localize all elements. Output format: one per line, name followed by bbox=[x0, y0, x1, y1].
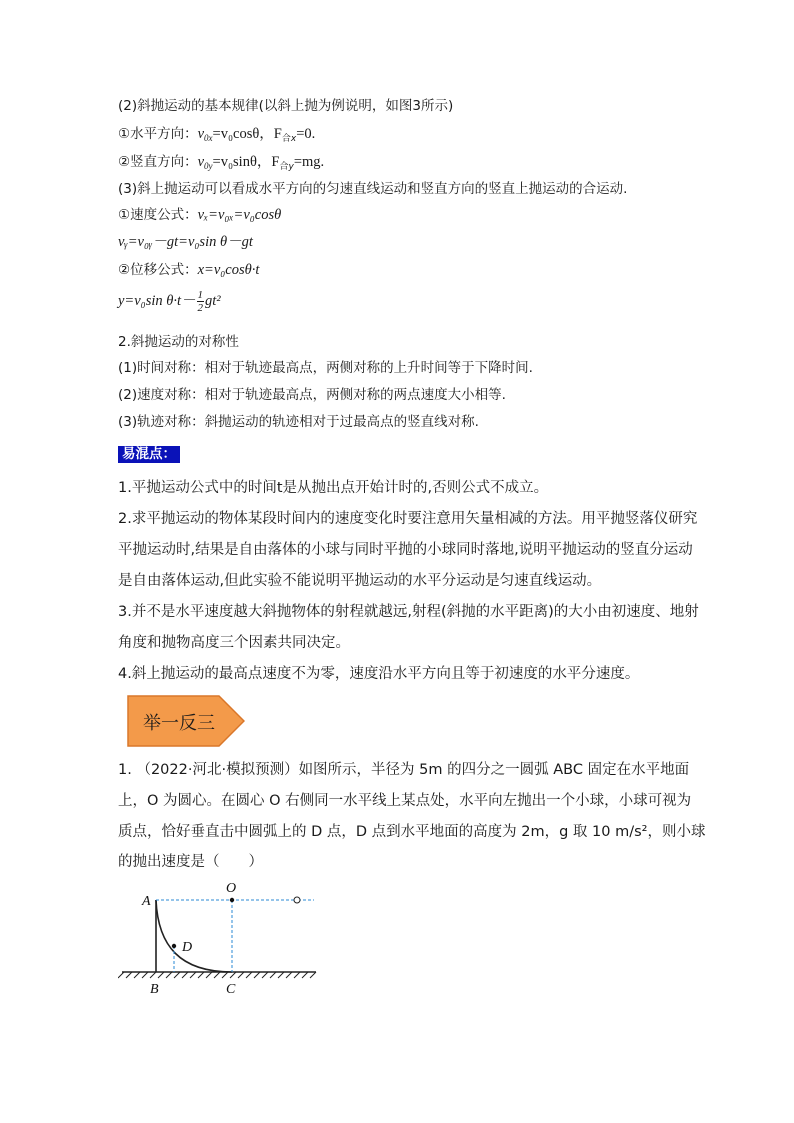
section-2-header: (2)斜抛运动的基本规律(以斜上抛为例说明，如图3所示) bbox=[118, 98, 454, 114]
horizontal-eq: =0. bbox=[296, 126, 316, 142]
y-formula-right: gt² bbox=[205, 292, 221, 309]
vertical-formula: =v₀sinθ，F bbox=[212, 154, 280, 170]
v0y-symbol: $v_{0y}$ bbox=[197, 154, 213, 171]
he-subscript: 合 bbox=[281, 134, 291, 144]
point-o bbox=[230, 898, 234, 902]
point-2-line-1: 2.求平抛运动的物体某段时间内的速度变化时要注意用矢量相减的方法。用平抛竖落仪研究 bbox=[118, 511, 698, 527]
velocity-prefix: ①速度公式： bbox=[118, 207, 198, 223]
displacement-prefix: ②位移公式： bbox=[118, 262, 198, 278]
displacement-expr: x=v₀cosθ·t bbox=[197, 262, 260, 278]
point-3-line-2: 角度和抛物高度三个因素共同决定。 bbox=[118, 635, 350, 651]
point-3-line-1: 3.并不是水平速度越大斜抛物体的射程就越远,射程(斜抛的水平距离)的大小由初速度、地射 bbox=[118, 604, 699, 620]
point-1: 1.平抛运动公式中的时间t是从抛出点开始计时的,否则公式不成立。 bbox=[118, 480, 549, 496]
vertical-law bbox=[118, 153, 324, 176]
label-b: B bbox=[150, 982, 159, 997]
ball bbox=[294, 897, 300, 903]
vertical-eq: =mg. bbox=[293, 154, 325, 170]
question-line-4: 的抛出速度是（ ） bbox=[118, 854, 263, 870]
point-d bbox=[172, 944, 176, 948]
quarter-arc-figure bbox=[118, 878, 328, 1000]
label-d: D bbox=[182, 940, 193, 955]
section-3-header: (3)斜上抛运动可以看成水平方向的匀速直线运动和竖直方向的竖直上抛运动的合运动. bbox=[118, 181, 628, 197]
horizontal-law bbox=[118, 125, 315, 148]
point-2-line-3: 是自由落体运动,但此实验不能说明平抛运动的水平分运动是匀速直线运动。 bbox=[118, 573, 602, 589]
vy-formula: vᵧ=v₀ᵧ－gt=v₀sin θ－gt bbox=[118, 234, 253, 250]
arc-abc bbox=[156, 900, 232, 972]
symmetry-header: 2.斜抛运动的对称性 bbox=[118, 334, 239, 350]
label-o: O bbox=[226, 881, 237, 896]
one-half-fraction bbox=[197, 289, 205, 314]
velocity-formula bbox=[118, 206, 281, 224]
y-subscript: y bbox=[288, 162, 294, 172]
displacement-formula bbox=[118, 261, 259, 279]
horizontal-prefix: ①水平方向： bbox=[118, 126, 198, 142]
banner-title: 举一反三 bbox=[143, 713, 215, 734]
confusion-points-tag: 易混点： bbox=[118, 446, 180, 463]
question-line-3: 质点，恰好垂直击中圆弧上的 D 点，D 点到水平地面的高度为 2m，g 取 10 m/s²，则小球 bbox=[118, 824, 706, 840]
symmetry-time: (1)时间对称：相对于轨迹最高点，两侧对称的上升时间等于下降时间. bbox=[118, 360, 533, 376]
symmetry-speed: (2)速度对称：相对于轨迹最高点，两侧对称的两点速度大小相等. bbox=[118, 387, 506, 403]
vertical-prefix: ②竖直方向： bbox=[118, 154, 198, 170]
fraction-numerator: 1 bbox=[197, 289, 204, 301]
x-subscript: x bbox=[290, 134, 297, 144]
point-2-line-2: 平抛运动时,结果是自由落体的小球与同时平抛的小球同时落地,说明平抛运动的竖直分运动 bbox=[118, 542, 693, 558]
horizontal-formula: =v₀cosθ，F bbox=[212, 126, 282, 142]
v0x-symbol: $v_{0x}$ bbox=[197, 126, 213, 143]
symmetry-trajectory: (3)轨迹对称：斜抛运动的轨迹相对于过最高点的竖直线对称. bbox=[118, 414, 479, 430]
question-line-2: 上，O 为圆心。在圆心 O 右侧同一水平线上某点处，水平向左抛出一个小球，小球可视为 bbox=[118, 793, 692, 809]
fraction-denominator: 2 bbox=[197, 302, 204, 314]
label-c: C bbox=[226, 982, 236, 997]
ground-hatching bbox=[118, 972, 316, 978]
velocity-expr: vₓ=v₀ₓ=v₀cosθ bbox=[197, 207, 282, 223]
question-line-1: 1. （2022·河北·模拟预测）如图所示，半径为 5m 的四分之一圆弧 ABC 固定在水平地面 bbox=[118, 762, 690, 778]
point-4: 4.斜上抛运动的最高点速度不为零，速度沿水平方向且等于初速度的水平分速度。 bbox=[118, 666, 640, 682]
y-formula bbox=[118, 289, 221, 314]
he-subscript-2: 合 bbox=[279, 162, 289, 172]
label-a: A bbox=[142, 894, 151, 909]
y-formula-left: y=v₀sin θ·t－ bbox=[118, 292, 196, 309]
